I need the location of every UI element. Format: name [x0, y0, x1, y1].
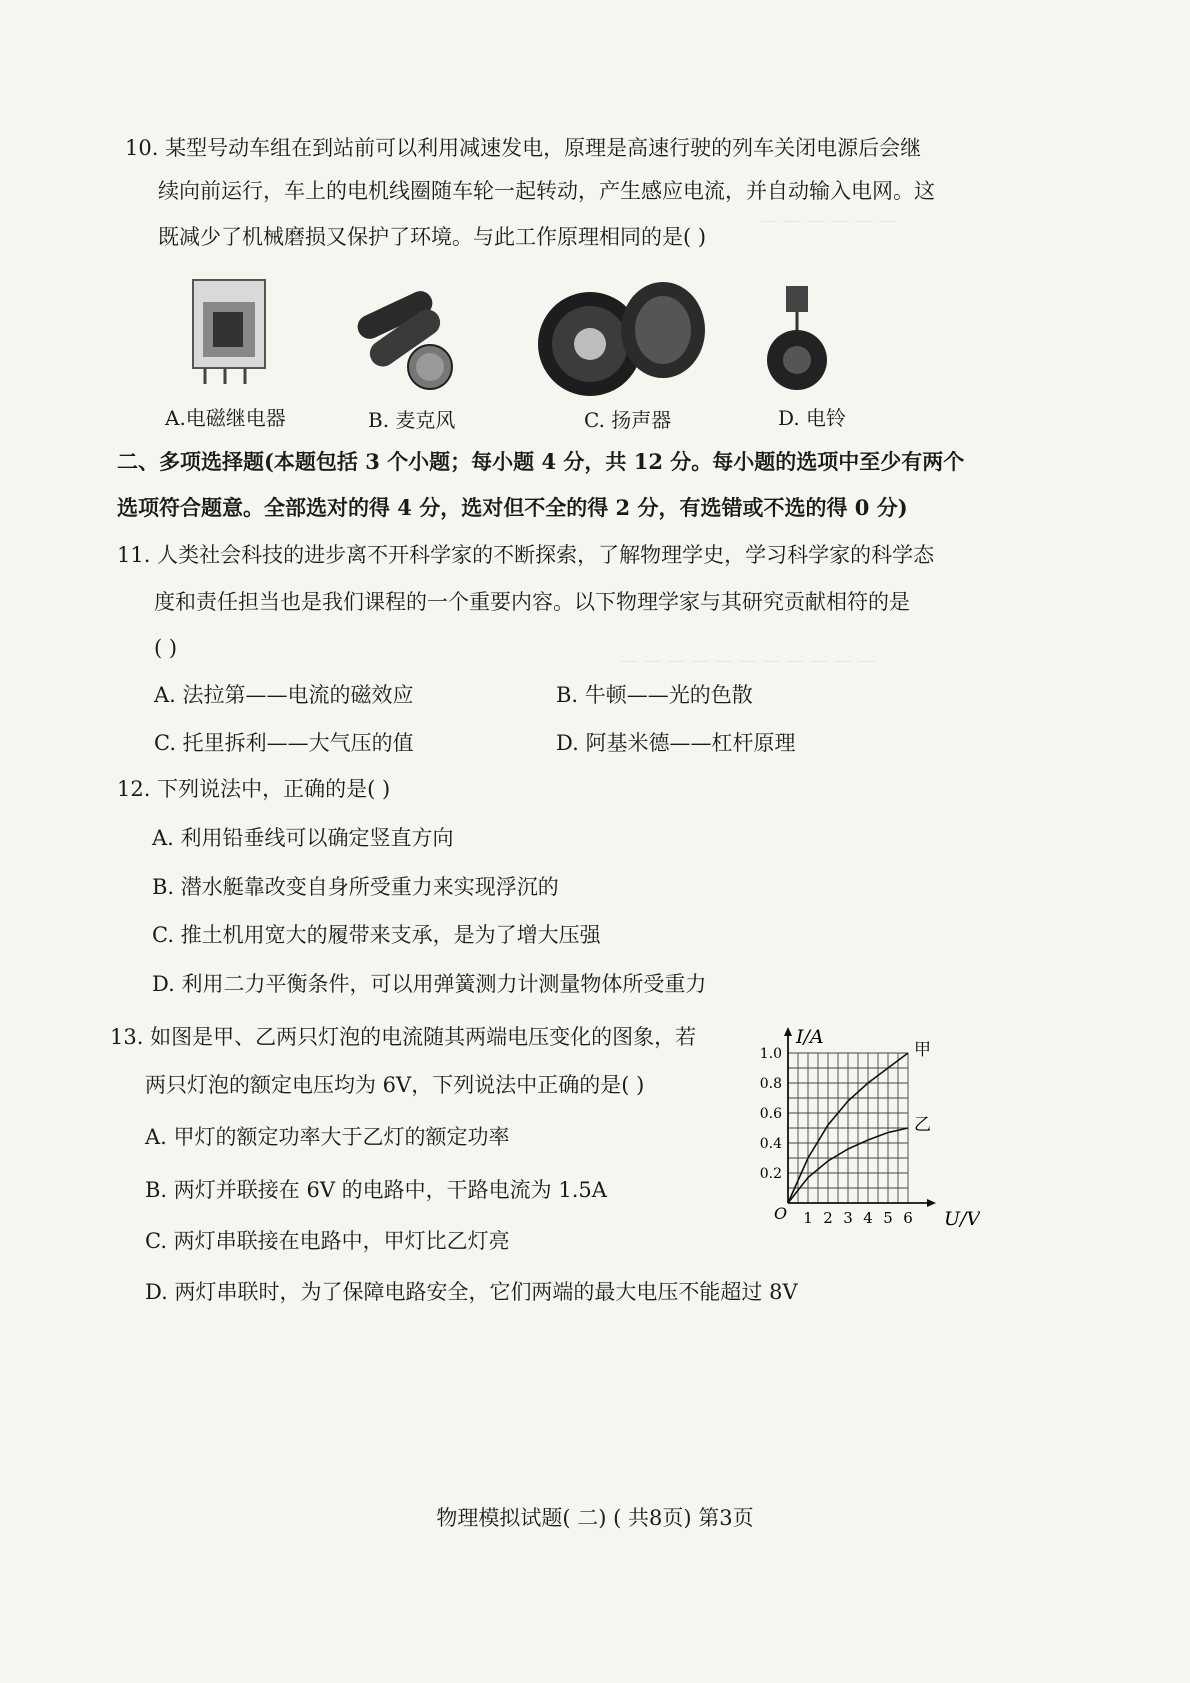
section2-heading-line-1: 二、多项选择题(本题包括 3 个小题；每小题 4 分，共 12 分。每小题的选项中至少有两个 — [117, 449, 965, 474]
q12-option-a: A. 利用铅垂线可以确定竖直方向 — [152, 826, 454, 850]
y-tick-label: 0.4 — [759, 1136, 782, 1152]
x-tick-label: 5 — [883, 1209, 893, 1227]
microphone-image — [345, 285, 465, 395]
q13-option-b: B. 两灯并联接在 6V 的电路中，干路电流为 1.5A — [145, 1178, 607, 1202]
q10-option-c: C. 扬声器 — [584, 408, 672, 432]
x-tick-label: 4 — [863, 1209, 873, 1227]
x-tick-label: 6 — [903, 1209, 913, 1227]
q11-line-2: 度和责任担当也是我们课程的一个重要内容。以下物理学家与其研究贡献相符的是 — [154, 590, 910, 614]
q13-stem-line-2: 两只灯泡的额定电压均为 6V，下列说法中正确的是( ) — [145, 1073, 645, 1097]
q11-line-3: ( ) — [154, 636, 178, 660]
x-tick-label: 3 — [843, 1209, 853, 1227]
series-label-yi: 乙 — [914, 1115, 931, 1135]
q10-option-d: D. 电铃 — [778, 406, 847, 430]
q11-option-b: B. 牛顿——光的色散 — [556, 683, 753, 707]
y-axis-label: I/A — [796, 1026, 824, 1048]
q11-option-c: C. 托里拆利——大气压的值 — [154, 731, 414, 755]
q12-option-d: D. 利用二力平衡条件，可以用弹簧测力计测量物体所受重力 — [152, 972, 707, 996]
q10-line-3: 既减少了机械磨损又保护了环境。与此工作原理相同的是( ) — [158, 225, 707, 249]
x-axis-arrow — [927, 1199, 936, 1207]
x-tick-label: 2 — [823, 1209, 833, 1227]
x-tick-label: 1 — [803, 1209, 813, 1227]
q10-option-b: B. 麦克风 — [368, 408, 456, 432]
q12-stem: 12. 下列说法中，正确的是( ) — [117, 777, 391, 801]
series-label-jia: 甲 — [914, 1040, 931, 1060]
speaker-image — [528, 278, 713, 398]
q13-option-d: D. 两灯串联时，为了保障电路安全，它们两端的最大电压不能超过 8V — [145, 1280, 798, 1304]
q13-option-c: C. 两灯串联接在电路中，甲灯比乙灯亮 — [145, 1229, 510, 1253]
q13-option-a: A. 甲灯的额定功率大于乙灯的额定功率 — [145, 1125, 510, 1149]
page-footer: 物理模拟试题( 二) ( 共8页) 第3页 — [436, 1506, 754, 1530]
q12-option-b: B. 潜水艇靠改变自身所受重力来实现浮沉的 — [152, 875, 559, 899]
q13-stem-line-1: 13. 如图是甲、乙两只灯泡的电流随其两端电压变化的图象，若 — [110, 1025, 697, 1049]
q10-line-1: 10. 某型号动车组在到站前可以利用减速发电，原理是高速行驶的列车关闭电源后会继 — [125, 136, 922, 160]
y-tick-label: 1.0 — [759, 1046, 782, 1062]
q12-option-c: C. 推土机用宽大的履带来支承，是为了增大压强 — [152, 923, 601, 947]
y-axis-arrow — [784, 1027, 792, 1036]
origin-label: O — [774, 1204, 788, 1223]
q10-option-a: A.电磁继电器 — [165, 406, 286, 430]
y-tick-label: 0.6 — [759, 1106, 782, 1122]
y-tick-label: 0.8 — [759, 1076, 782, 1092]
bleed-through-text: — — — — — — — — — — — — [620, 650, 876, 671]
q11-option-d: D. 阿基米德——杠杆原理 — [556, 731, 796, 755]
bleed-through-text: — — — — — — — [760, 210, 897, 231]
y-tick-label: 0.2 — [759, 1166, 782, 1182]
iv-characteristic-chart — [740, 1015, 980, 1240]
x-axis-label: U/V — [944, 1208, 980, 1230]
section2-heading-line-2: 选项符合题意。全部选对的得 4 分，选对但不全的得 2 分，有选错或不选的得 0 分) — [117, 495, 908, 520]
q11-option-a: A. 法拉第——电流的磁效应 — [154, 683, 414, 707]
q11-line-1: 11. 人类社会科技的进步离不开科学家的不断探索，了解物理学史，学习科学家的科学态 — [117, 543, 935, 567]
relay-image — [185, 272, 275, 392]
q10-line-2: 续向前运行，车上的电机线圈随车轮一起转动，产生感应电流，并自动输入电网。这 — [158, 179, 935, 203]
electric-bell-image — [762, 280, 832, 395]
